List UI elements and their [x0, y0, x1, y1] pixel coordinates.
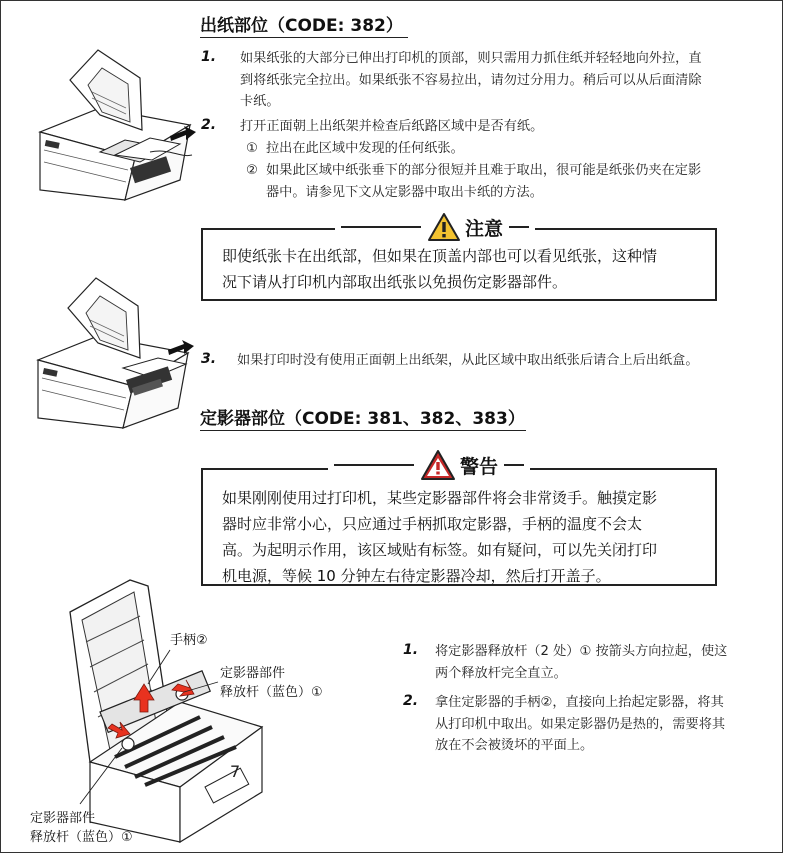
release-lever-right-label-2: 释放杆（蓝色）①: [220, 685, 323, 700]
section-title-end: ）: [507, 409, 525, 429]
text-line: 即使纸张卡在出纸部，但如果在顶盖内部也可以看见纸张，这种情: [222, 247, 658, 265]
section-title-fuser: [200, 404, 525, 429]
section-underline: [200, 430, 526, 431]
step-number: 1.: [403, 642, 419, 658]
caution-triangle-icon: [427, 212, 461, 242]
text-line: 放在不会被烫坏的平面上。: [435, 738, 594, 753]
section-code: CODE: 382: [285, 16, 386, 36]
step-1-text: [240, 48, 770, 113]
text-line: 机电源，等候 10 分钟左右待定影器冷却，然后打开盖子。: [222, 567, 611, 585]
release-lever-left-label-2: 释放杆（蓝色）①: [30, 830, 133, 845]
sub-item-2: [266, 160, 766, 203]
caution-label: 注意: [465, 217, 504, 240]
section-title-text: 出纸部位（: [200, 16, 285, 36]
caution-banner: [335, 210, 535, 244]
release-lever-left-label-1: 定影器部件: [30, 811, 96, 826]
text-line: 如果纸张的大部分已伸出打印机的顶部，则只需用力抓住纸并轻轻地向外拉，直: [240, 51, 702, 66]
text-line: 拿住定影器的手柄②，直接向上抬起定影器，将其: [435, 695, 724, 710]
warning-banner: [328, 447, 530, 483]
text-line: 高。为起明示作用，该区域贴有标签。如有疑问，可以先关闭打印: [222, 541, 658, 559]
handle-label: 手柄②: [170, 633, 208, 648]
release-lever-right-label-1: 定影器部件: [220, 666, 286, 681]
text-line: 如果刚刚使用过打印机，某些定影器部件将会非常烫手。触摸定影: [222, 489, 658, 507]
text-line: 如果此区域中纸张垂下的部分很短并且难于取出，很可能是纸张仍夹在定影: [266, 163, 702, 178]
section-title-text: 定影器部位（: [200, 409, 302, 429]
step-number: 2.: [403, 693, 419, 709]
printer-output-tray-illustration: [30, 40, 205, 205]
step-2-text: [240, 116, 770, 138]
banner-line: [334, 464, 414, 466]
printer-rear-exit-illustration: [28, 268, 203, 433]
warning-triangle-icon: [420, 449, 456, 481]
step-3-text: 如果打印时没有使用正面朝上出纸架，从此区域中取出纸张后请合上后出纸盒。: [237, 353, 699, 368]
section-underline: [200, 37, 408, 38]
step-number: 3.: [201, 351, 217, 367]
text-line: 卡纸。: [240, 94, 280, 109]
caution-text: [222, 243, 702, 295]
section-code: CODE: 381、382、383: [302, 409, 508, 429]
section-title-end: ）: [385, 16, 403, 36]
banner-line: [504, 464, 524, 466]
text-line: 将定影器释放杆（2 处）① 按箭头方向拉起，使这: [435, 644, 728, 659]
text-line: 两个释放杆完全直立。: [435, 665, 567, 681]
warning-label: 警告: [460, 455, 499, 478]
text-line: 到将纸张完全拉出。如果纸张不容易拉出，请勿过分用力。稍后可以从后面清除: [240, 72, 702, 88]
banner-line: [509, 226, 529, 228]
text-line: 器时应非常小心，只应通过手柄抓取定影器，手柄的温度不会太: [222, 515, 643, 533]
sub-mark: ①: [246, 141, 258, 156]
text-line: 拉出在此区域中发现的任何纸张。: [266, 141, 464, 156]
fuser-step-2-text: [435, 692, 775, 757]
step-number: 2.: [201, 117, 217, 133]
sub-mark: ②: [246, 163, 258, 178]
banner-line: [341, 226, 421, 228]
fuser-step-1-text: [435, 641, 775, 684]
step-number: 1.: [201, 49, 217, 65]
warning-text: [222, 485, 707, 589]
fuser-removal-illustration: [30, 572, 270, 842]
svg-text:7: 7: [230, 762, 241, 781]
text-line: 器中。请参见下文从定影器中取出卡纸的方法。: [266, 184, 543, 200]
sub-item-1: [266, 138, 766, 160]
text-line: 打开正面朝上出纸架并检查后纸路区域中是否有纸。: [240, 119, 544, 134]
section-title-output: [200, 11, 403, 36]
text-line: 况下请从打印机内部取出纸张以免损伤定影器部件。: [222, 273, 568, 291]
text-line: 从打印机中取出。如果定影器仍是热的，需要将其: [435, 716, 726, 732]
